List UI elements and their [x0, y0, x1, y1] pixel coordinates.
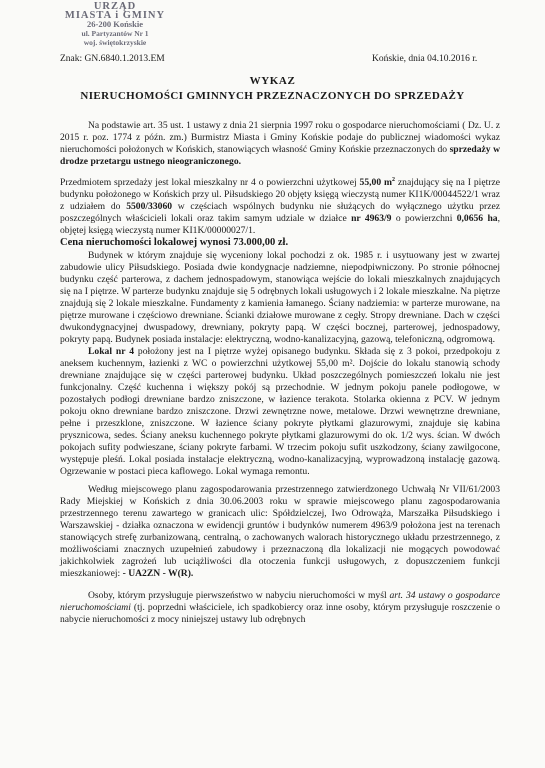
zoning-paragraph	[60, 484, 500, 580]
priority-law-reference: art. 34 ustawy o gospodarce nieruchomościami	[60, 590, 500, 614]
document-body	[60, 120, 500, 632]
zoning-text: Według miejscowego planu zagospodarowania przestrzennego zatwierdzonego Uchwałą Nr VII/61/2003 Rady Miejskiej w Końskich z dnia 30.06.2003 roku w sprawie miejscowego planu zagospodarowania przestrzennego terenu zawartego w granicach ulic: Spółdzielczej, Iwo Odrowąża, Marszałka Piłsudskiego i Warszawskiej - działka oznaczona w ewidencji gruntów i budynków numerem 4963/9 położona jest na terenach stanowiących strefę zurbanizowaną, centralną, o zachowanych walorach historycznego układu przestrzennego, z możliwościami znacznych uzupełnień zabudowy i przeznaczoną dla lokalizacji nie mogących powodować jakichkolwiek zagrożeń lub uciążliwości dla otoczenia funkcji usługowych, z dopuszczeniem funkcji mieszkaniowej:	[60, 484, 500, 580]
legal-basis-text: Na podstawie art. 35 ust. 1 ustawy z dnia 21 sierpnia 1997 roku o gospodarce nieruchomościami ( Dz. U. z 2015 r. poz. 1774 z późn. zm.) Burmistrz Miasta i Gminy Końskie podaje do publicznej wiadomości wykaz nieruchomości położonych w Końskich, stanowiących własność Gminy Końskie przeznaczonych do	[60, 120, 500, 155]
subject-text-a: Przedmiotem sprzedaży jest lokal mieszkalny nr 4 o powierzchni użytkowej	[60, 177, 360, 189]
building-description: Budynek w którym znajduje się wyceniony lokal pochodzi z ok. 1985 r. i usytuowany jest w zwartej zabudowie ulicy Piłsudskiego. Posiada dwie kondygnacje nadziemne, niepodpiwniczony. Po stronie północnej budynku część parterowa, z dachem jednospadowym, stanowiąca wejście do lokali mieszkalnych znajdujących się na I piętrze. W parterze budynku znajduje się 5 odrębnych lokali usługowych i 2 lokale mieszkalne. Na piętrze znajdują się 2 lokale mieszkalne. Fundamenty z kamienia łamanego. Ściany nadziemia: w parterze murowane, na piętrze murowane i częściowo drewniane. Ścianki działowe murowane z cegły. Stropy drewniane. Dach w części dwukondygnacyjnej dwuspadowy, drewniany, pokryty papą. W części bocznej, parterowej, jednospadowy, pokryty papą. Budynek posiada instalacje: elektryczną, wodno-kanalizacyjną, gazową, telefoniczną, odgromową.	[60, 250, 500, 346]
sale-mode: sprzedaży w drodze przetargu ustnego nieograniczonego.	[60, 144, 501, 167]
flat-label: Lokal nr 4	[88, 346, 135, 358]
reference-number: Znak: GN.6840.1.2013.EM	[60, 54, 165, 64]
stamp-line-5: woj. świętokrzyskie	[83, 38, 147, 47]
priority-text-b: (tj. poprzedni właściciele, ich spadkobiercy oraz inne osoby, którym przysługuje roszczenie o nabycie nieruchomości z mocy niniejszej ustawy lub odrębnych	[60, 602, 500, 626]
zoning-symbol: - UA2ZN - W(R).	[122, 568, 194, 580]
stamp-line-1: URZĄD	[93, 1, 137, 12]
subject-text-d: w częściach wspólnych budynku nie służących do wyłącznego użytku przez poszczególnych właścicieli lokali oraz takim samym udziale w działce	[60, 201, 500, 225]
document-title: WYKAZ	[249, 75, 296, 87]
subject-text-e: o powierzchni	[391, 213, 457, 225]
priority-paragraph	[60, 590, 500, 626]
legal-basis-paragraph	[60, 120, 500, 168]
share-value: 5500/33060	[126, 201, 173, 213]
place-and-date: Końskie, dnia 04.10.2016 r.	[372, 54, 478, 64]
subject-text-c: znajdujący się na I piętrze budynku położonego w Końskich przy ul. Piłsudskiego 20 objęty księgą wieczystą numer KI1K/00044522/1 wraz z udziałem do	[60, 177, 500, 213]
flat-area: 55,00 m	[359, 177, 392, 189]
subject-paragraph: Przedmiotem sprzedaży jest lokal mieszkalny nr 4 o powierzchni użytkowej 55,00 $m^2$ znajdujący się na I piętrze budynku położonego w Końskich przy ul. Piłsudskiego 20 objęty księgą wieczystą numer KI1K/00044522/1 wraz z udziałem do 5500/33060 w częściach wspólnych budynku nie służących do wyłącznego użytku przez poszczególnych właścicieli lokali oraz takim samym udziale w działce nr 4963/9 o powierzchni 0,0656 ha, objętej księgą wieczystą numer KI1K/00000027/1.	[60, 177, 500, 237]
stamp-line-4: ul. Partyzantów Nr 1	[81, 29, 149, 38]
flat-description	[60, 346, 500, 478]
stamp-line-3: 26-200 Końskie	[87, 19, 143, 29]
plot-number: nr 4963/9	[351, 213, 392, 225]
plot-area: 0,0656 ha	[456, 213, 498, 225]
office-stamp	[60, 2, 170, 47]
price-statement: Cena nieruchomości lokalowej wynosi 73.000,00 zł.	[60, 237, 289, 249]
flat-description-text: położony jest na I piętrze wyżej opisanego budynku. Składa się z 3 pokoi, przedpokoju z aneksem kuchennym, łazienki z WC o powierzchni użytkowej 55,00 m². Dojście do lokalu stanowią schody drewniane znajdujące się w części parterowej budynku. Układ poszczególnych pomieszczeń lokalu nie jest funkcjonalny. Część kuchenna i większy pokój są przechodnie. W jednym pokoju panele podłogowe, w pozostałych podłogi drewniane bardzo zniszczone, w łazience terakota. Stolarka okienna z PCV. W jednym pokoju okno drewniane bardzo zniszczone. Drzwi zewnętrzne nowe, metalowe. Drzwi wewnętrzne drewniane, pełne i przeszklone, zniszczone. W łazience ściany pokryte płytkami glazurowymi, znajduje się kabina prysznicowa, sedes. Ściany aneksu kuchennego pokryte płytkami glazurowymi do ok. 1/2 wys. ścian. W dwóch pokojach sufity podwieszane, ściany pokryte farbami. W trzecim pokoju sufit uszkodzony, ściany zawilgocone, występuje pleśń. Lokal posiada instalacje elektryczną, wodno-kanalizacyjną, wyprowadzoną instalację gazową. Ogrzewanie w postaci pieca kaflowego. Lokal wymaga remontu.	[60, 346, 500, 478]
subject-text-f: , objętej księgą wieczystą numer KI1K/00000027/1.	[60, 213, 500, 237]
document-subtitle: NIERUCHOMOŚCI GMINNYCH PRZEZNACZONYCH DO SPRZEDAŻY	[80, 90, 465, 102]
stamp-line-2: MIASTA i GMINY	[64, 10, 166, 21]
priority-text-a: Osoby, którym przysługuje pierwszeństwo w nabyciu nieruchomości w myśl	[88, 590, 390, 602]
